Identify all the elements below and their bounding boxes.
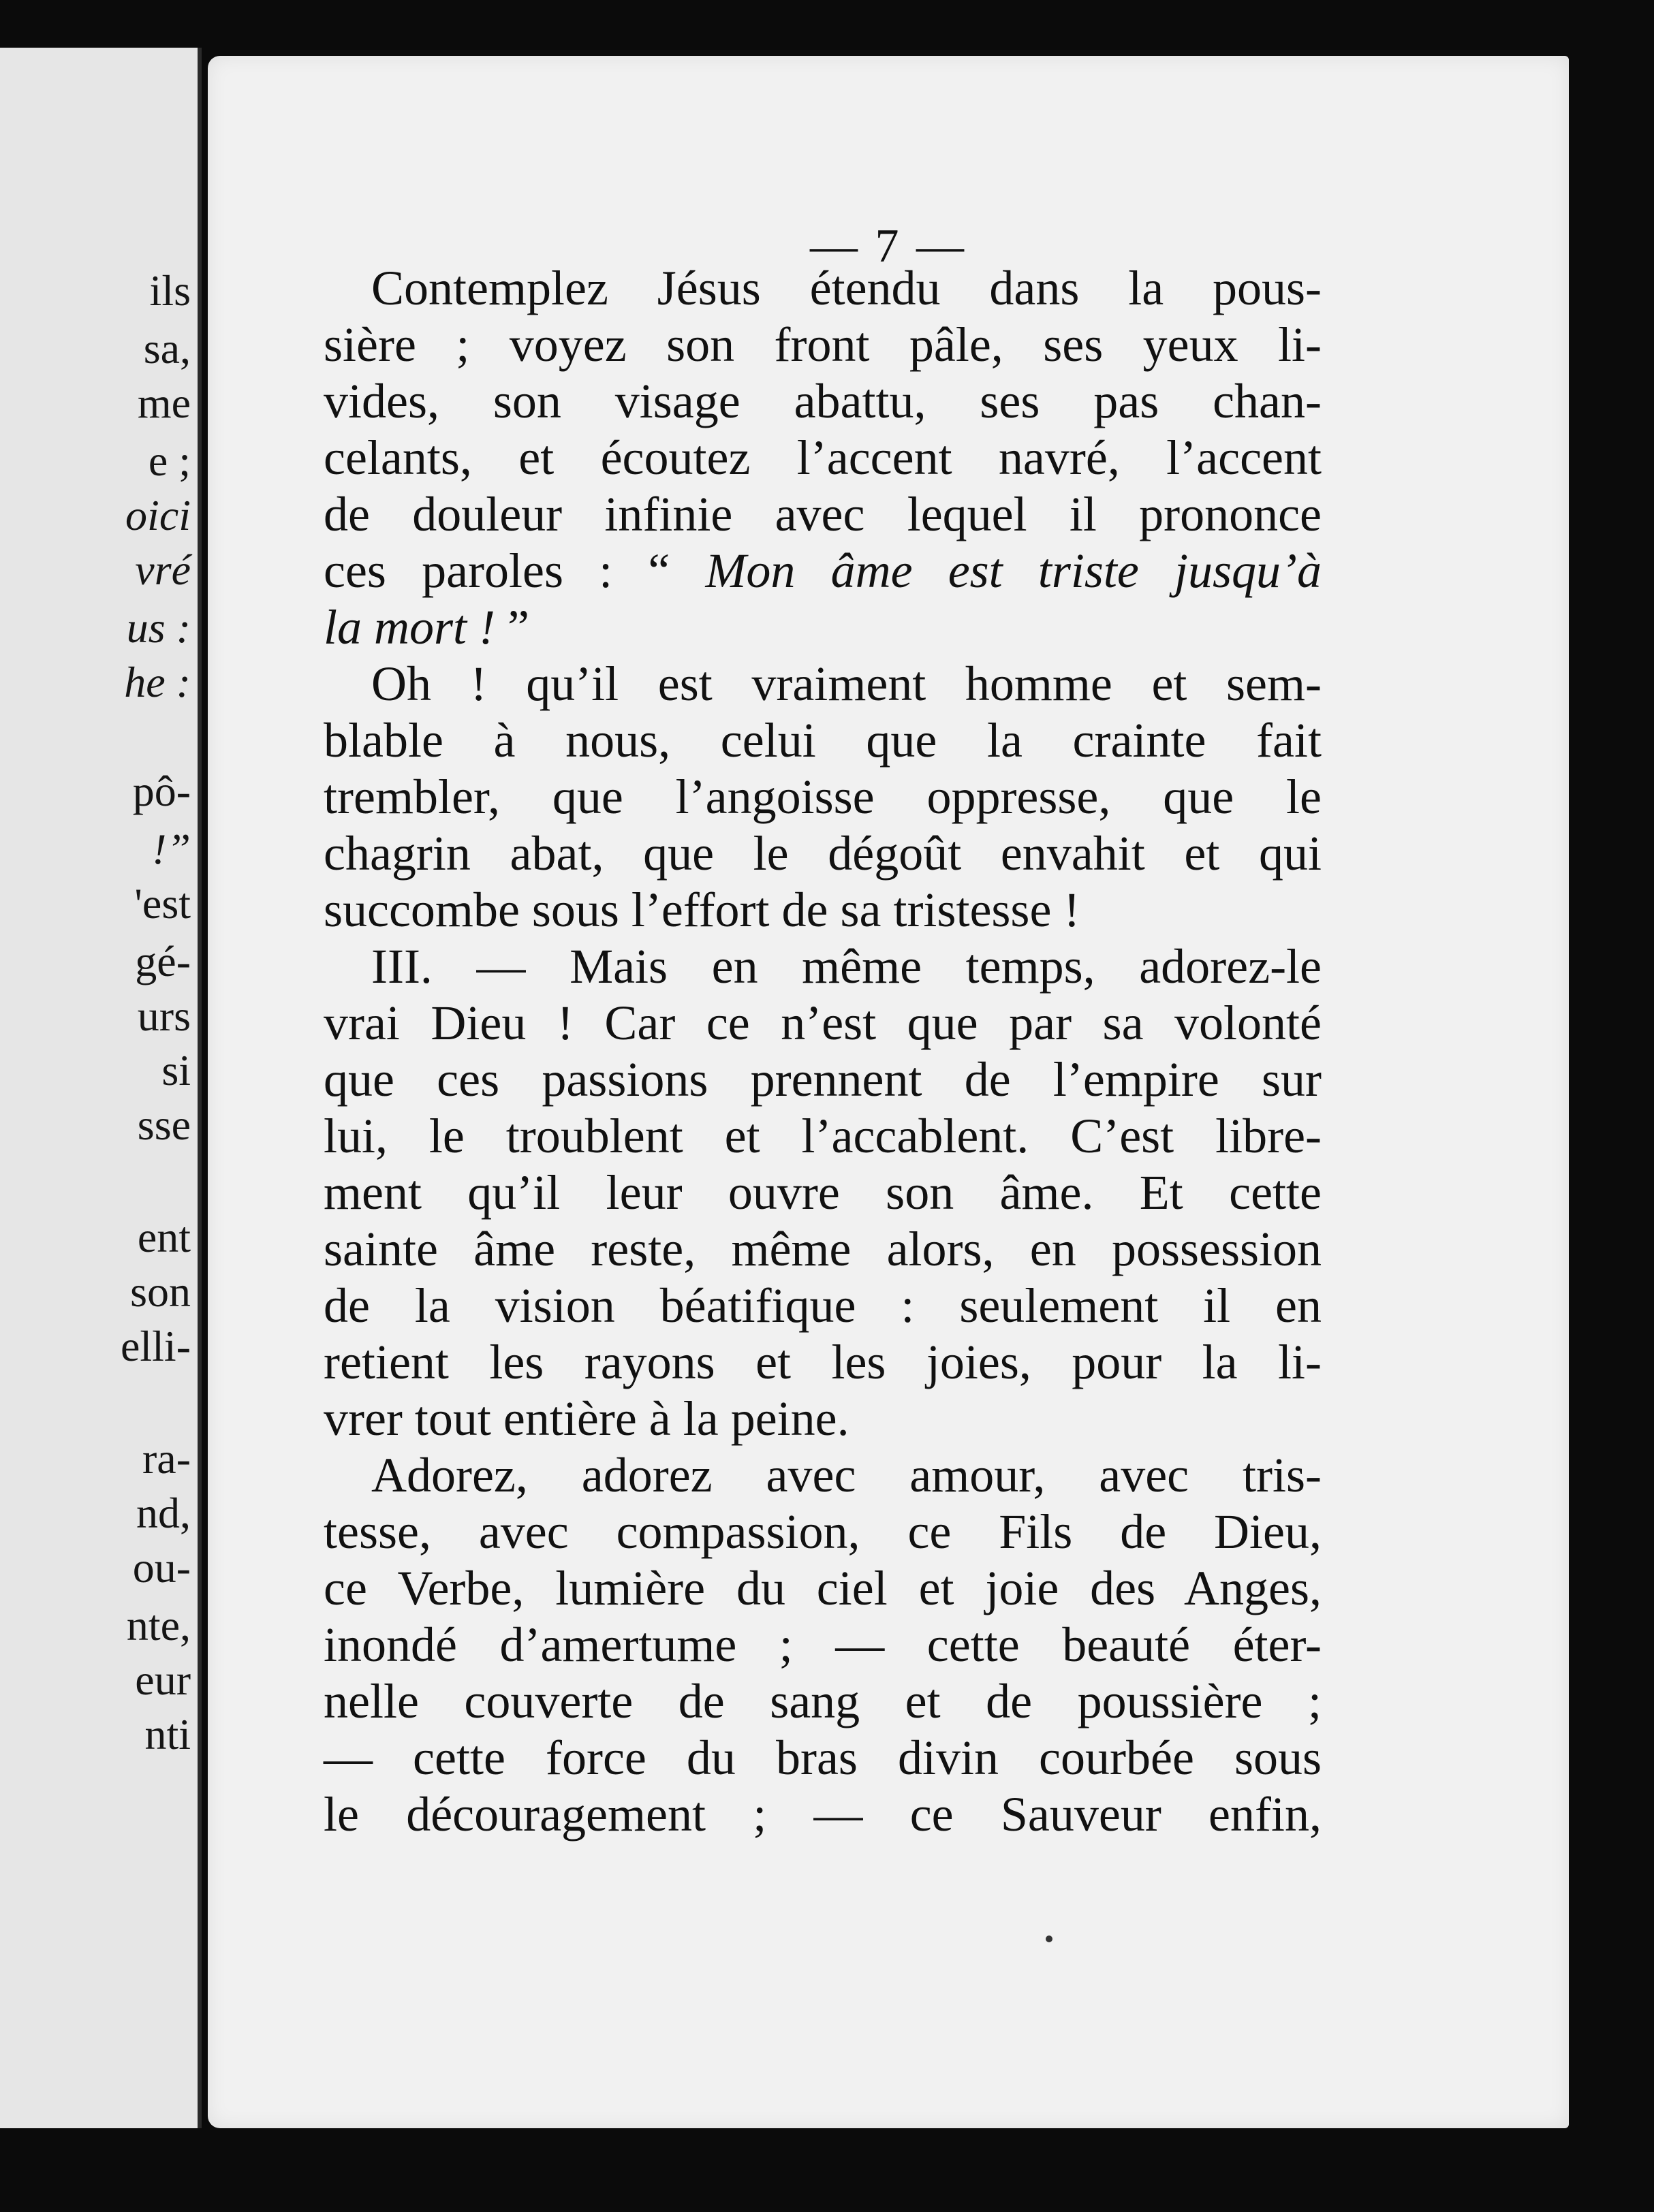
left-fragment: son (130, 1267, 191, 1316)
text-line (324, 825, 1322, 882)
text-line (324, 1334, 1322, 1391)
text-line (324, 938, 1322, 995)
text-line (324, 430, 1322, 486)
left-fragment: vré (135, 546, 191, 594)
left-fragment: nti (144, 1710, 191, 1758)
line-text: que ces passions prennent de l’empire sur (324, 1052, 1322, 1107)
left-fragment: sse (137, 1101, 191, 1149)
line-text: le découragement ; — ce Sauveur enfin, (324, 1787, 1322, 1842)
line-text: ment qu’il leur ouvre son âme. Et cette (324, 1165, 1322, 1220)
text-line (324, 656, 1322, 712)
text-line (324, 1391, 1322, 1447)
line-text: Contemplez Jésus étendu dans la pous- (371, 261, 1322, 315)
left-fragment: me (137, 379, 191, 427)
left-fragment: 'est (134, 879, 191, 928)
left-fragment: pô- (132, 767, 191, 815)
left-fragment: si (161, 1046, 191, 1094)
text-line (324, 1786, 1322, 1843)
left-fragment: us : (126, 603, 191, 652)
text-line (324, 373, 1322, 430)
italic-quote: la mort ! (324, 600, 508, 654)
line-text: Adorez, adorez avec amour, avec tris- (371, 1448, 1322, 1502)
text-line (324, 1447, 1322, 1504)
line-text: vrai Dieu ! Car ce n’est que par sa volonté (324, 996, 1322, 1050)
text-line (324, 317, 1322, 373)
left-fragment: nte, (126, 1601, 191, 1649)
closing-quote: ” (508, 600, 529, 654)
line-text: tesse, avec compassion, ce Fils de Dieu, (324, 1504, 1322, 1559)
line-text: ce Verbe, lumière du ciel et joie des Anges, (324, 1561, 1322, 1615)
text-line (324, 599, 1322, 656)
line-text: celants, et écoutez l’accent navré, l’accent (324, 430, 1322, 485)
paper-speck (1046, 1936, 1052, 1942)
line-text: vrer tout entière à la peine. (324, 1391, 849, 1446)
line-text: lui, le troublent et l’accablent. C’est libre- (324, 1109, 1322, 1163)
left-fragment: gé- (135, 937, 191, 985)
line-text: trembler, que l’angoisse oppresse, que le (324, 770, 1322, 824)
text-line (324, 1560, 1322, 1617)
left-fragment: ils (149, 266, 191, 315)
left-fragment: elli- (120, 1322, 191, 1370)
text-line (324, 995, 1322, 1052)
line-text: blable à nous, celui que la crainte fait (324, 713, 1322, 768)
line-text: ces paroles : “ (324, 543, 706, 598)
line-text: retient les rayons et les joies, pour la li- (324, 1335, 1322, 1389)
body-text (324, 260, 1322, 1843)
text-line (324, 712, 1322, 769)
left-fragment: ent (137, 1213, 191, 1261)
line-text: sière ; voyez son front pâle, ses yeux li- (324, 317, 1322, 372)
text-line (324, 1052, 1322, 1108)
line-text: sainte âme reste, même alors, en possession (324, 1222, 1322, 1276)
text-line (324, 260, 1322, 317)
right-page (208, 56, 1569, 2128)
text-line (324, 1165, 1322, 1221)
line-text: — cette force du bras divin courbée sous (324, 1731, 1322, 1785)
text-line (324, 1617, 1322, 1673)
text-line (324, 543, 1322, 599)
text-line (324, 882, 1322, 938)
line-text: vides, son visage abattu, ses pas chan- (324, 374, 1322, 428)
line-text: de la vision béatifique : seulement il en (324, 1278, 1322, 1333)
text-line (324, 1108, 1322, 1165)
text-line (324, 769, 1322, 825)
left-fragment: nd, (136, 1489, 191, 1537)
left-fragment: urs (137, 992, 191, 1040)
text-line (324, 1504, 1322, 1560)
left-fragment: sa, (143, 324, 191, 373)
text-line (324, 1221, 1322, 1278)
left-fragment: he : (124, 658, 191, 706)
line-text: succombe sous l’effort de sa tristesse ! (324, 883, 1080, 937)
text-line (324, 486, 1322, 543)
left-fragment: e ; (148, 437, 191, 485)
left-fragment: ra- (142, 1434, 191, 1483)
left-fragment: eur (135, 1656, 191, 1704)
left-fragment: ou- (132, 1543, 191, 1592)
left-fragment: oici (125, 491, 191, 539)
text-line (324, 1278, 1322, 1334)
line-text: Oh ! qu’il est vraiment homme et sem- (371, 657, 1322, 711)
text-line (324, 1730, 1322, 1786)
line-text: inondé d’amertume ; — cette beauté éter- (324, 1617, 1322, 1672)
left-fragment: !” (152, 825, 191, 873)
page-number: — 7 — (810, 220, 967, 272)
italic-quote: Mon âme est triste jusqu’à (705, 543, 1322, 598)
text-line (324, 1673, 1322, 1730)
line-text: chagrin abat, que le dégoût envahit et qui (324, 826, 1322, 881)
line-text: III. — Mais en même temps, adorez-le (371, 939, 1322, 994)
line-text: nelle couverte de sang et de poussière ; (324, 1674, 1322, 1728)
line-text: de douleur infinie avec lequel il prononce (324, 487, 1322, 541)
left-page (0, 48, 202, 2128)
